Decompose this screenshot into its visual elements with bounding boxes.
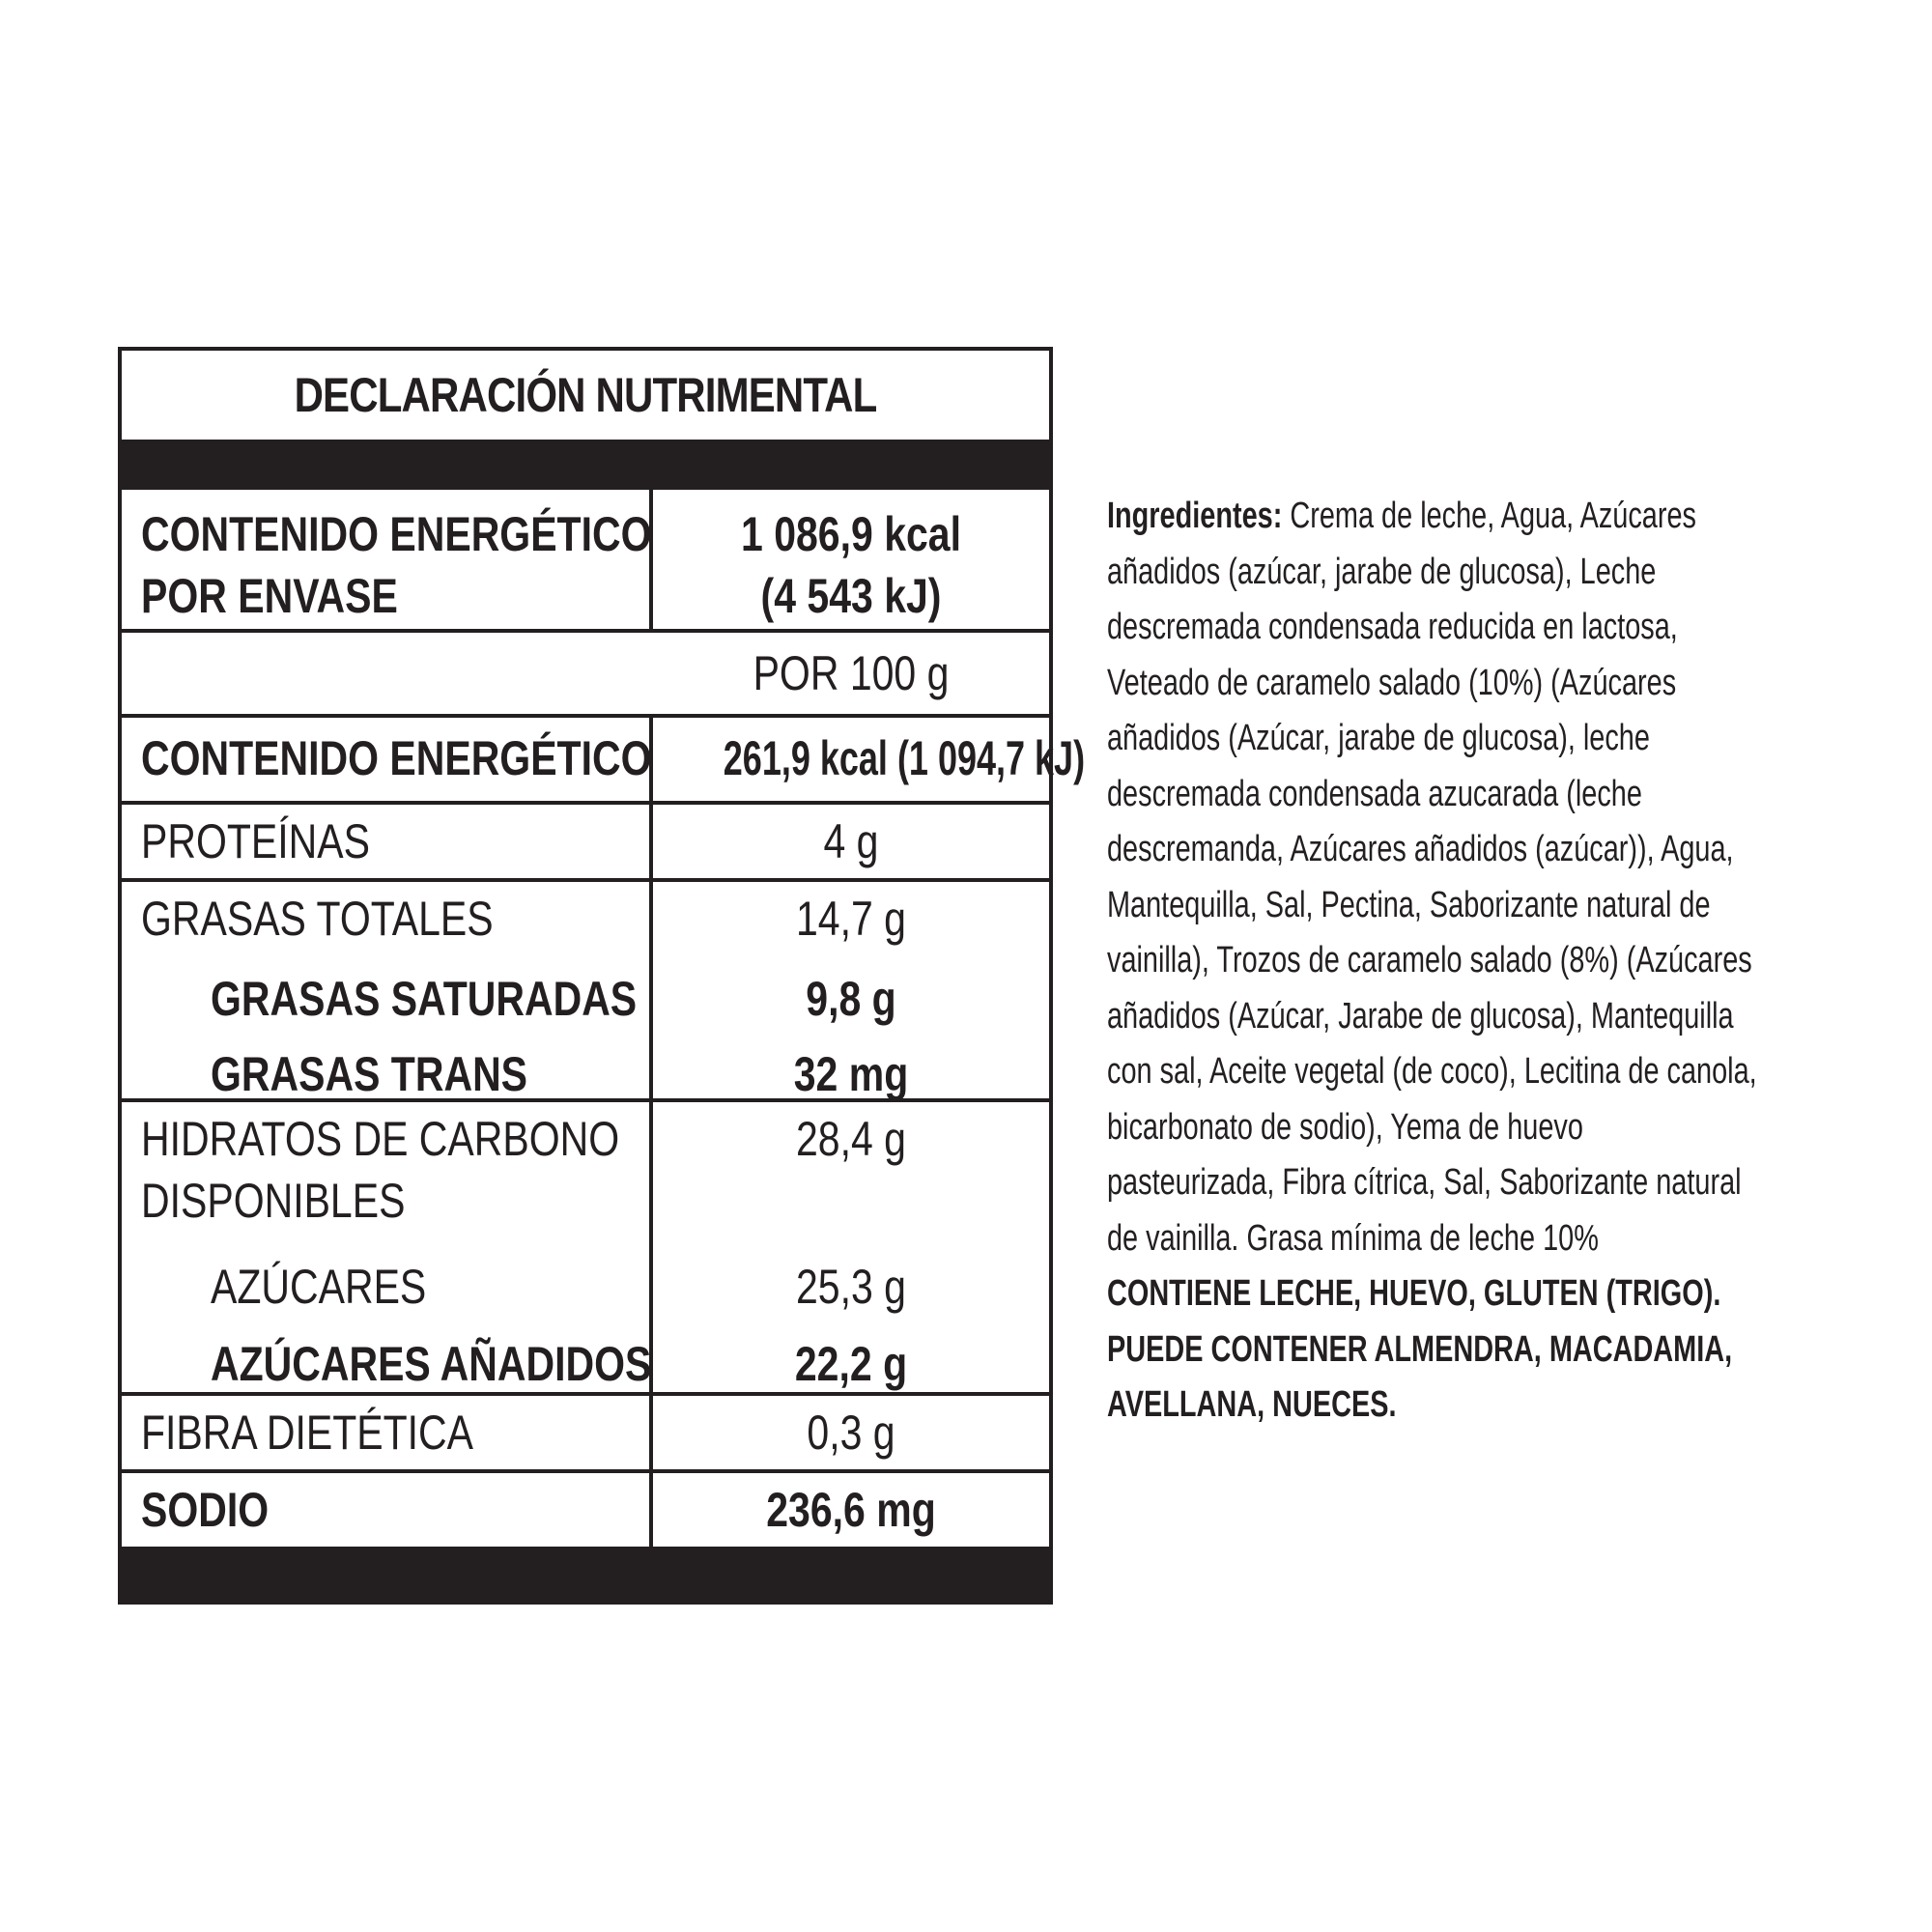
added-sugars-label: AZÚCARES AÑADIDOS <box>211 1337 652 1391</box>
energy-package-value-kj: (4 543 kJ) <box>760 569 942 623</box>
energy-package-label-2: POR ENVASE <box>141 569 398 623</box>
trans-fat-value: 32 mg <box>793 1047 909 1101</box>
fiber-label: FIBRA DIETÉTICA <box>141 1406 474 1460</box>
ingredients-line: con sal, Aceite vegetal (de coco), Lecitina de canola, <box>1107 1051 1757 1092</box>
carbs-value: 28,4 g <box>795 1112 906 1166</box>
row-sodium <box>122 1469 1049 1547</box>
sugars-value: 25,3 g <box>795 1260 906 1314</box>
ingredients-line: descremada condensada reducida en lactosa, <box>1107 607 1678 647</box>
added-sugars-value: 22,2 g <box>794 1337 908 1391</box>
saturated-fat-value: 9,8 g <box>806 972 896 1026</box>
energy-package-label-1: CONTENIDO ENERGÉTICO <box>141 507 652 561</box>
trans-fat-label: GRASAS TRANS <box>211 1047 528 1101</box>
proteins-label: PROTEÍNAS <box>141 814 370 868</box>
ingredients-line: vainilla), Trozos de caramelo salado (8%) (Azúcares <box>1107 940 1752 980</box>
footer-bar <box>122 1547 1049 1601</box>
ingredients-line: pasteurizada, Fibra cítrica, Sal, Saborizante natural <box>1107 1162 1742 1203</box>
header-bar <box>122 440 1049 490</box>
ingredients-line: Mantequilla, Sal, Pectina, Saborizante natural de <box>1107 884 1711 925</box>
sugars-label: AZÚCARES <box>211 1260 427 1314</box>
total-fat-label: GRASAS TOTALES <box>141 892 494 946</box>
energy-value: 261,9 kcal (1 094,7 kJ) <box>723 731 1086 785</box>
proteins-value: 4 g <box>823 814 879 868</box>
carbs-label-1: HIDRATOS DE CARBONO <box>141 1112 620 1166</box>
ingredients-line: de vainilla. Grasa mínima de leche 10% <box>1107 1217 1599 1259</box>
row-energy <box>122 714 1086 801</box>
fiber-value: 0,3 g <box>807 1406 895 1460</box>
ingredients-label: Ingredientes: <box>1107 496 1283 536</box>
sodium-label: SODIO <box>141 1483 270 1537</box>
sodium-value: 236,6 mg <box>766 1483 936 1537</box>
ingredients-line: añadidos (Azúcar, Jarabe de glucosa), Mantequilla <box>1107 995 1734 1037</box>
ingredients-line: Crema de leche, Agua, Azúcares <box>1282 496 1696 536</box>
nutrition-title: DECLARACIÓN NUTRIMENTAL <box>294 368 877 422</box>
ingredients-line: añadidos (Azúcar, jarabe de glucosa), leche <box>1107 718 1650 758</box>
nutrition-table <box>118 347 1086 1605</box>
row-fats <box>122 878 1049 1101</box>
allergen-warning: CONTIENE LECHE, HUEVO, GLUTEN (TRIGO). <box>1107 1273 1721 1314</box>
ingredients-first-line <box>1107 489 1841 545</box>
ingredients-line: añadidos (azúcar, jarabe de glucosa), Leche <box>1107 551 1657 592</box>
allergen-warning: PUEDE CONTENER ALMENDRA, MACADAMIA, <box>1107 1328 1733 1370</box>
carbs-label-2: DISPONIBLES <box>141 1174 406 1228</box>
total-fat-value: 14,7 g <box>795 892 906 946</box>
saturated-fat-label: GRASAS SATURADAS <box>211 972 638 1026</box>
ingredients-line: Veteado de caramelo salado (10%) (Azúcares <box>1107 662 1677 703</box>
energy-label: CONTENIDO ENERGÉTICO <box>141 731 652 785</box>
energy-package-value-kcal: 1 086,9 kcal <box>741 507 961 561</box>
row-fiber <box>122 1392 1049 1469</box>
per-100g-label: POR 100 g <box>753 646 950 700</box>
row-per-100g <box>122 629 1049 714</box>
ingredients-line: bicarbonato de sodio), Yema de huevo <box>1107 1106 1583 1148</box>
ingredients-block <box>1107 489 1841 1434</box>
allergen-warning: AVELLANA, NUECES. <box>1107 1384 1397 1425</box>
ingredients-line: descremanda, Azúcares añadidos (azúcar)), Agua, <box>1107 829 1734 869</box>
row-proteins <box>122 801 1049 878</box>
row-energy-per-package <box>122 490 1049 629</box>
row-carbohydrates <box>122 1098 1049 1392</box>
ingredients-line: descremada condensada azucarada (leche <box>1107 773 1642 814</box>
